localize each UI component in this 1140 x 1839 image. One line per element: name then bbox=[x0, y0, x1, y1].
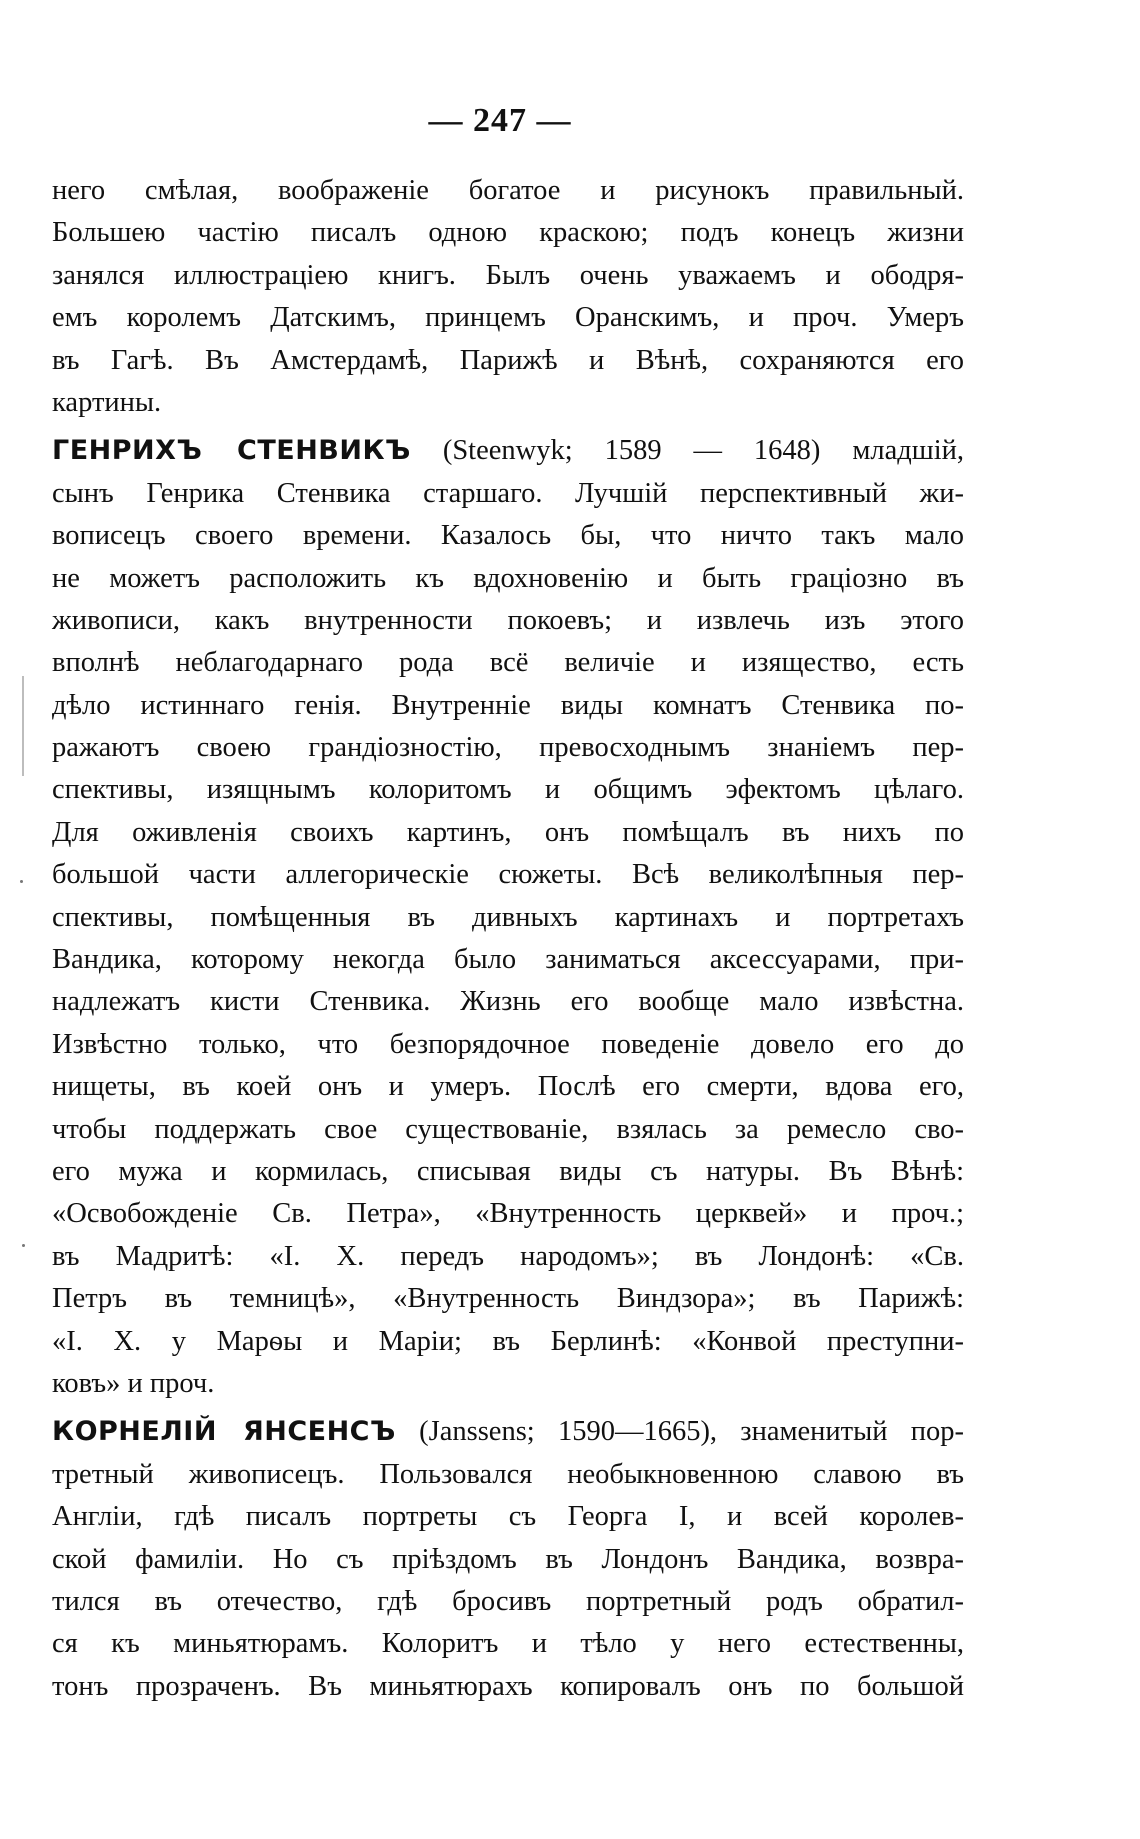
text-line: нищеты, въ коей онъ и умеръ. Послѣ его смерти, вдова его, bbox=[52, 1071, 964, 1103]
text-line: надлежатъ кисти Стенвика. Жизнь его вообще мало извѣстна. bbox=[52, 986, 964, 1018]
text-line: ся къ миньятюрамъ. Колоритъ и тѣло у него естественны, bbox=[52, 1628, 964, 1660]
text-line: Петръ въ темницѣ», «Внутренность Виндзора»; въ Парижѣ: bbox=[52, 1283, 964, 1315]
text-line: тонъ прозраченъ. Въ миньятюрахъ копировалъ онъ по большой bbox=[52, 1670, 964, 1702]
text-line: Большею частію писалъ одною краскою; подъ конецъ жизни bbox=[52, 217, 964, 249]
text-line: спективы, помѣщенныя въ дивныхъ картинахъ и портретахъ bbox=[52, 901, 964, 933]
paragraph-1 bbox=[52, 170, 964, 424]
text-line: него смѣлая, воображеніе богатое и рисунокъ правильный. bbox=[52, 175, 964, 206]
entry-header-rest: (Steenwyk; 1589 — 1648) младшій, bbox=[442, 435, 964, 467]
entry-header-rest: (Janssens; 1590—1665), знаменитый пор- bbox=[419, 1416, 965, 1448]
text-line: вполнѣ неблагодарнаго рода всё величіе и изящество, есть bbox=[52, 647, 964, 679]
text-line: ковъ» и проч. bbox=[52, 1367, 215, 1399]
artist-name-janssens: КОРНЕЛІЙ ЯНСЕНСЪ bbox=[52, 1416, 396, 1448]
text-line: большой части аллегорическіе сюжеты. Всѣ великолѣпныя пер- bbox=[52, 859, 964, 891]
text-line: Для оживленія своихъ картинъ, онъ помѣщалъ въ нихъ по bbox=[52, 816, 964, 848]
paragraph-2 bbox=[52, 430, 964, 1405]
text-line: третный живописецъ. Пользовался необыкновенною славою въ bbox=[52, 1458, 964, 1490]
text-line: сынъ Генрика Стенвика старшаго. Лучшій перспективный жи- bbox=[52, 477, 964, 509]
paragraph-3 bbox=[52, 1411, 964, 1708]
text-line: ской фамиліи. Но съ пріѣздомъ въ Лондонъ Вандика, возвра- bbox=[52, 1543, 964, 1575]
text-line: Англіи, гдѣ писалъ портреты съ Георга I, и всей королев- bbox=[52, 1501, 964, 1533]
text-line: занялся иллюстраціею книгъ. Былъ очень уважаемъ и ободря- bbox=[52, 259, 964, 291]
text-line: «І. Х. у Марѳы и Маріи; въ Берлинѣ: «Конвой преступни- bbox=[52, 1325, 964, 1357]
margin-scan-mark bbox=[22, 676, 24, 776]
text-line: вописецъ своего времени. Казалось бы, что ничто такъ мало bbox=[52, 520, 964, 552]
text-line: картины. bbox=[52, 386, 162, 418]
text-line: спективы, изящнымъ колоритомъ и общимъ эфектомъ цѣлаго. bbox=[52, 774, 964, 806]
text-line: живописи, какъ внутренности покоевъ; и извлечь изъ этого bbox=[52, 604, 964, 636]
text-line: емъ королемъ Датскимъ, принцемъ Оранскимъ, и проч. Умеръ bbox=[52, 302, 964, 334]
text-line: его мужа и кормилась, списывая виды съ натуры. Въ Вѣнѣ: bbox=[52, 1155, 964, 1187]
page-number: — 247 — bbox=[428, 102, 572, 139]
text-line: Вандика, которому некогда было заниматься аксессуарами, при- bbox=[52, 944, 964, 976]
text-line: въ Мадритѣ: «І. Х. передъ народомъ»; въ Лондонѣ: «Св. bbox=[52, 1240, 964, 1272]
margin-scan-dot bbox=[20, 880, 23, 883]
text-line: «Освобожденіе Св. Петра», «Внутренность церквей» и проч.; bbox=[52, 1198, 964, 1230]
text-line: дѣло истиннаго генія. Внутренніе виды комнатъ Стенвика по- bbox=[52, 689, 964, 721]
text-line: въ Гагѣ. Въ Амстердамѣ, Парижѣ и Вѣнѣ, сохраняются его bbox=[52, 344, 964, 376]
entry-first-line bbox=[52, 1411, 964, 1453]
margin-scan-dot bbox=[22, 1244, 25, 1247]
text-line: Извѣстно только, что безпорядочное поведеніе довело его до bbox=[52, 1028, 964, 1060]
text-line: тился въ отечество, гдѣ бросивъ портретный родъ обратил- bbox=[52, 1585, 964, 1617]
text-line: чтобы поддержать свое существованіе, взялась за ремесло сво- bbox=[52, 1113, 964, 1145]
entry-first-line bbox=[52, 430, 964, 472]
text-line: ражаютъ своею грандіозностію, превосходнымъ знаніемъ пер- bbox=[52, 732, 964, 764]
body-text bbox=[52, 170, 964, 1708]
text-line: не можетъ расположить къ вдохновенію и быть граціозно въ bbox=[52, 562, 964, 594]
artist-name-steenwyk: ГЕНРИХЪ СТЕНВИКЪ bbox=[52, 435, 411, 467]
